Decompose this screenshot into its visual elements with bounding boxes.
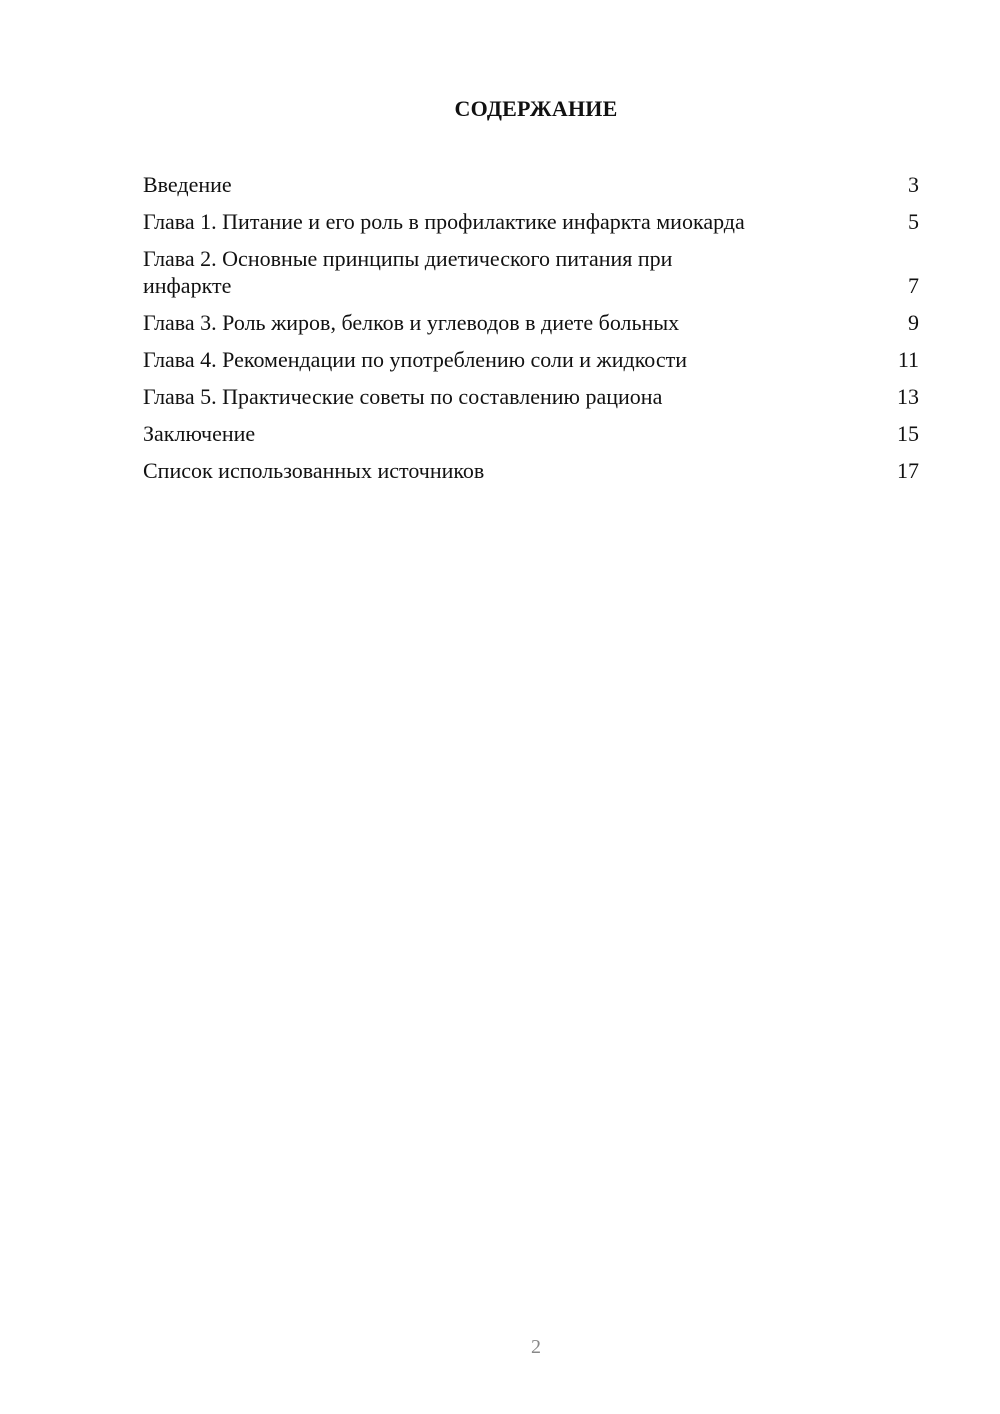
table-of-contents xyxy=(143,171,919,494)
toc-entry-chapter-5 xyxy=(143,383,919,410)
toc-entry-chapter-1 xyxy=(143,208,919,235)
toc-entry-page: 17 xyxy=(897,458,919,483)
toc-entry-introduction xyxy=(143,171,919,198)
toc-entry-text: Список использованных источников xyxy=(143,458,485,483)
page-title: СОДЕРЖАНИЕ xyxy=(454,96,618,121)
toc-entry-references xyxy=(143,457,919,484)
toc-entry-chapter-3 xyxy=(143,309,919,336)
toc-entry-page: 11 xyxy=(897,347,919,372)
toc-entry-page: 3 xyxy=(908,172,919,197)
toc-entry-text: Глава 1. Питание и его роль в профилактике инфаркта миокарда xyxy=(143,209,745,234)
toc-entry-text: Заключение xyxy=(143,421,256,446)
toc-entry-page: 9 xyxy=(908,310,919,335)
toc-entry-text: Глава 3. Роль жиров, белков и углеводов в диете больных xyxy=(143,310,680,335)
toc-entry-page: 5 xyxy=(908,209,919,234)
toc-entry-page: 7 xyxy=(908,273,919,298)
toc-entry-text: Глава 4. Рекомендации по употреблению соли и жидкости xyxy=(143,347,687,372)
page-number: 2 xyxy=(531,1336,541,1358)
toc-entry-text: Введение xyxy=(143,172,232,197)
toc-entry-chapter-2 xyxy=(143,245,919,299)
toc-entry-text: Глава 5. Практические советы по составлению рациона xyxy=(143,384,663,409)
toc-entry-chapter-4 xyxy=(143,346,919,373)
toc-entry-conclusion xyxy=(143,420,919,447)
toc-entry-text: Глава 2. Основные принципы диетического питания при инфаркте xyxy=(143,246,673,298)
toc-entry-page: 15 xyxy=(897,421,919,446)
toc-entry-page: 13 xyxy=(897,384,919,409)
